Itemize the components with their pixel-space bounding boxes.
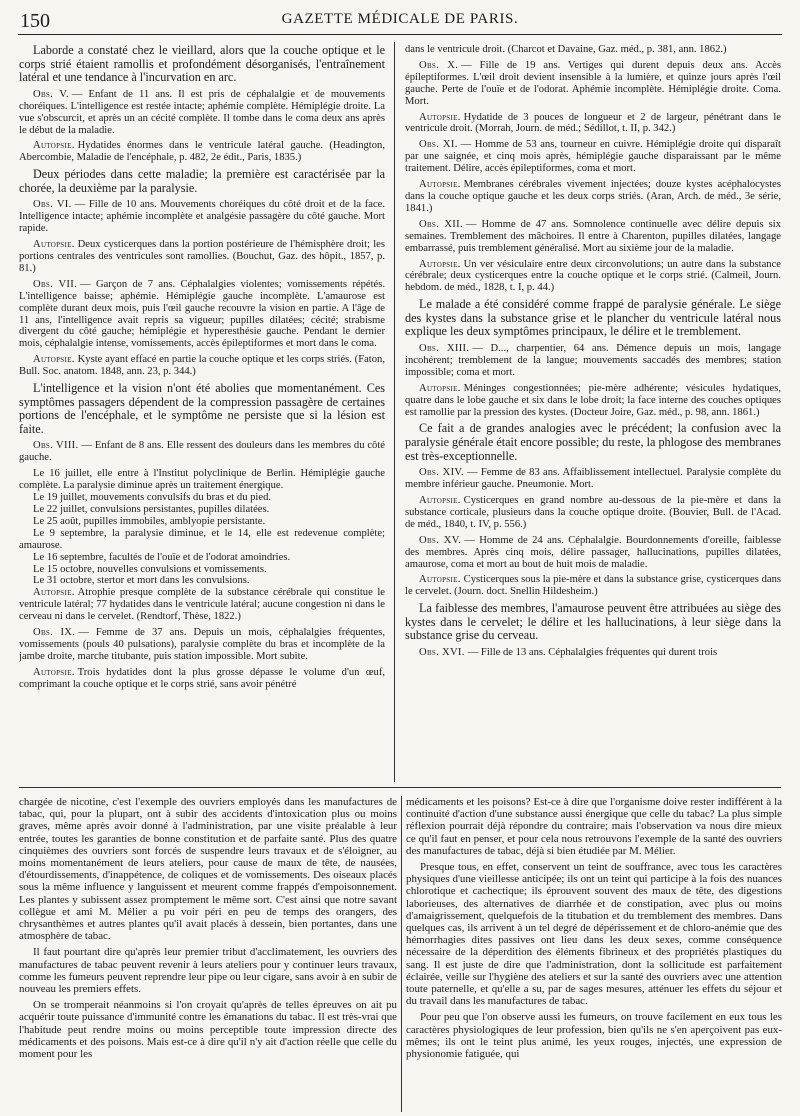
commentary-paragraph: La faiblesse des membres, l'amaurose peuvent être attribuées au siège des kystes dans le cervelet; le délire et les hallucinations, à leur siège dans la substance grise du cerveau.: [405, 601, 781, 643]
paragraph-text: Un ver vésiculaire entre deux circonvolutions; un autre dans la substance cérébrale; deux cysticerques entre la couche optique et le corps strié. (Calmeil, Journ. hebdom. de méd., 1828, t. I, p. 44.): [405, 258, 781, 294]
paragraph-text: Hydatides énormes dans le ventricule latéral gauche. (Headington, Abercombie, Maladie de l'encéphale, p. 482, 2e édit., Paris, 1835.): [19, 140, 385, 164]
paragraph-text: Trois hydatides dont la plus grosse dépasse le volume d'un œuf, comprimant la couche optique et le corps strié, sans avoir pénétré: [19, 666, 385, 690]
observation-paragraph: [19, 440, 385, 464]
dated-entry: Le 16 septembre, facultés de l'ouïe et de l'odorat amoindries.: [33, 551, 291, 563]
autopsy-paragraph: [405, 574, 781, 598]
paragraph-text: Cysticerques sous la pie-mère et dans la substance grise, cysticerques dans le cervelet. (Journ. doct. Snellin Hildesheim.): [405, 574, 781, 598]
page-header: [18, 8, 782, 35]
paragraph-label: Obs. IX.: [33, 627, 76, 639]
paragraph-label: Obs. X.: [419, 59, 459, 71]
paragraph-label: Autopsie.: [419, 258, 461, 270]
page-number: 150: [20, 10, 50, 32]
autopsy-paragraph: [405, 259, 781, 295]
paragraph-label: Obs. VII.: [33, 278, 78, 290]
autopsy-paragraph: [19, 140, 385, 164]
paragraph-label: Autopsie.: [419, 179, 461, 191]
column-divider: [394, 42, 395, 782]
paragraph-label: Autopsie.: [33, 354, 75, 366]
paragraph-label: Obs. XV.: [419, 534, 462, 546]
observation-paragraph: [405, 467, 781, 491]
autopsy-paragraph: [19, 354, 385, 378]
dated-entry: Le 9 septembre, la paralysie diminue, et le 14, elle est redevenue complète; amaurose.: [19, 527, 385, 551]
dated-entry: Le 22 juillet, convulsions persistantes, pupilles dilatées.: [33, 504, 270, 515]
paragraph-text: — Fille de 10 ans. Mouvements choréiques du côté droit et de la face. Intelligence intacte; aphémie incomplète et analgésie passagère du côté gauche. Mort rapide.: [19, 199, 385, 235]
paragraph-label: Autopsie.: [419, 382, 461, 394]
observation-paragraph: [405, 647, 781, 659]
paragraph-label: Obs. XIII.: [419, 343, 470, 354]
paragraph-text: Cysticerques en grand nombre au-dessous de la pie-mère et dans la substance corticale, plusieurs dans la couche optique droite. (Bouvier, Bull. de l'Acad. de méd., 1840, t. IV, p. 556.): [405, 495, 781, 530]
observation-paragraph: [405, 219, 781, 255]
paragraph-text: — Homme de 47 ans. Somnolence continuelle avec délire depuis six semaines. Tremblement des mâchoires. Il entre à Charenton, pupilles dilatées, langage embarrassé, puis tremblement généralisé. Mort au sixième jour de la maladie.: [405, 218, 781, 254]
continued-paragraph: médicaments et les poisons? Est-ce à dire que l'organisme doive rester indifférent à la continuité d'action d'une substance aussi énergique que celle du tabac? La plus simple réflexion pourrait déjà répondre du contraire; mais l'observation va nous dire mieux ce qu'il faut en penser, et pour cela nous retrouvons l'exemple de la santé des ouvriers des manufactures de tabac, déjà si bien étudiée par M. Mélier.: [406, 796, 782, 857]
paragraph-text: Membranes cérébrales vivement injectées; douze kystes acéphalocystes dans la couche optique gauche et les deux corps striés. (Aran, Arch. de méd., 3e série, 1841.): [405, 179, 781, 214]
autopsy-paragraph: [405, 112, 781, 136]
paragraph-label: Autopsie.: [419, 111, 461, 123]
paragraph-text: — Homme de 24 ans. Céphalalgie. Bourdonnements d'oreille, faiblesse des membres. Après cinq mois, délire passager, hallucinations, pupilles dilatées, amaurose, coma et mort au bout de huit mois de maladie.: [405, 534, 781, 570]
paragraph-text: — Enfant de 11 ans. Il est pris de céphalalgie et de mouvements choréiques. L'intelligence est restée intacte; aphémie complète. Hémiplégie droite. La vue s'obscurcit, et après un an cécité complète. Il tombe dans le coma deux ans après le début de la maladie.: [19, 88, 385, 136]
section-divider: [19, 787, 781, 788]
dated-entry: Le 16 juillet, elle entre à l'Institut polyclinique de Berlin. Hémiplégie gauche complète. La paralysie diminue après un traitement énergique.: [19, 468, 385, 492]
upper-left-column: [19, 44, 385, 782]
paragraph-label: Autopsie.: [33, 666, 75, 678]
observation-paragraph: [405, 535, 781, 571]
body-paragraph: Pour peu que l'on observe aussi les fumeurs, on trouve facilement en eux tous les caractères physiologiques de leur profession, bien qu'ils ne s'en aperçoivent pas eux-mêmes; ils ont le teint plus animé, les yeux rouges, injectés, une expression de physionomie fatiguée, qui: [406, 1011, 782, 1061]
paragraph-text: — Fille de 19 ans. Vertiges qui durent depuis deux ans. Accès épileptiformes. L'œil droit devient insensible à la lumière, et quinze jours après l'œil gauche. Perte de l'ouïe et de l'odorat. Aphémie incomplète. Hémiplégie droite. Coma. Mort.: [405, 59, 781, 107]
autopsy-paragraph: [405, 383, 781, 419]
dated-entry: Le 15 octobre, nouvelles convulsions et vomissements.: [33, 563, 267, 575]
dated-entry: Le 31 octobre, stertor et mort dans les convulsions.: [33, 575, 250, 587]
paragraph-text: — Femme de 83 ans. Affaiblissement intellectuel. Paralysie complète du membre inférieur gauche. Pneumonie. Mort.: [405, 467, 781, 491]
paragraph-label: Obs. VI.: [33, 199, 72, 211]
observation-paragraph: [405, 343, 781, 379]
paragraph-label: Obs. XIV.: [419, 467, 464, 479]
paragraph-text: Méninges congestionnées; pie-mère adhérente; vésicules hydatiques, quatre dans le lobe gauche et six dans le lobe droit; la face interne des couches optiques est ramollie par la pression des kystes. (Docteur Joire, Gaz. méd., p. 98, ann. 1861.): [405, 382, 781, 418]
commentary-paragraph: Ce fait a de grandes analogies avec le précédent; la confusion avec la paralysie générale était encore possible; du reste, la phlogose des membranes est très-exceptionnelle.: [405, 421, 781, 463]
paragraph-label: Obs. XII.: [419, 218, 463, 230]
paragraph-text: — Femme de 37 ans. Depuis un mois, céphalalgies fréquentes, vomissements (pouls 40 pulsations), paralysie complète du bras et incomplète de la jambe droite, marche titubante, puis station impossible. Mort subite.: [19, 627, 385, 662]
autopsy-paragraph: [405, 495, 781, 531]
paragraph-text: — Enfant de 8 ans. Elle ressent des douleurs dans les membres du côté gauche.: [19, 440, 385, 464]
paragraph-label: Autopsie.: [419, 574, 461, 586]
commentary-paragraph: Le malade a été considéré comme frappé de paralysie générale. Le siège des kystes dans la substance grise et le plancher du ventricule latéral nous explique les deux symptômes principaux, le délire et le tremblement.: [405, 297, 781, 339]
lower-left-column: [19, 796, 397, 1112]
commentary-paragraph: Laborde a constaté chez le vieillard, alors que la couche optique et le corps strié étaient ramollis et profondément désorganisés, l'entraînement latéral et une tendance à l'incurvation en arc.: [19, 44, 385, 85]
paragraph-text: Hydatide de 3 pouces de longueur et 2 de largeur, pénétrant dans le ventricule droit. (Morrah, Journ. de méd.; Sédillot, t. II, p. 342.): [405, 111, 781, 135]
observation-paragraph: [19, 199, 385, 235]
observation-paragraph: [405, 60, 781, 108]
autopsy-paragraph: [19, 239, 385, 275]
paragraph-label: Autopsie.: [33, 239, 75, 251]
column-divider-lower: [401, 796, 402, 1112]
observation-paragraph: [19, 89, 385, 137]
paragraph-label: Obs. XI.: [419, 139, 458, 151]
paragraph-text: — Garçon de 7 ans. Céphalalgies violentes; vomissements répétés. L'intelligence baisse; aphémie. Hémiplégie gauche incomplète. L'amaurose est complète durant deux mois, puis l'œil gauche recouvre la vision en partie. A l'âge de 11 ans, l'intelligence avait repris sa vigueur; pupilles dilatées; cécité; strabisme divergent du côté gauche; hémiplégie et hyperesthésie gauche. Pendant le dernier mois, céphalalgie intense, vomissements, accès épileptiformes et mort dans le coma.: [19, 278, 385, 350]
dated-entry: Le 25 août, pupilles immobiles, amblyopie persistante.: [33, 515, 266, 527]
upper-right-column: [405, 44, 781, 782]
lower-right-column: [406, 796, 782, 1112]
paragraph-text: Atrophie presque complète de la substance cérébrale qui constitue le ventricule latéral; 77 hydatides dans le ventricule latéral; aucune congestion ni dans le cerveau ni dans le cervelet. (Rendtorf, Thèse, 1822.): [19, 587, 385, 623]
body-paragraph: On se tromperait néanmoins si l'on croyait qu'après de telles épreuves on ait pu acquérir toute puissance d'immunité contre les émanations du tabac. Il est très-vrai que l'habitude peut rendre moins ou moins perceptible toute impression directe des médicaments et des poisons. Mais est-ce à dire qu'il n'y ait d'action réelle que celle du moment pour les: [19, 999, 397, 1061]
commentary-paragraph: Deux périodes dans cette maladie; la première est caractérisée par la chorée, la deuxième par la paralysie.: [19, 167, 385, 195]
journal-title: GAZETTE MÉDICALE DE PARIS.: [281, 11, 519, 27]
paragraph-label: Obs. XVI.: [419, 647, 465, 659]
paragraph-label: Autopsie.: [419, 495, 461, 507]
continued-paragraph: dans le ventricule droit. (Charcot et Davaine, Gaz. méd., p. 381, ann. 1862.): [405, 44, 727, 55]
observation-paragraph: [19, 279, 385, 350]
observation-paragraph: [19, 627, 385, 663]
autopsy-paragraph: [19, 587, 385, 623]
continued-paragraph: chargée de nicotine, c'est l'exemple des ouvriers employés dans les manufactures de tabac, qui, pour la plupart, ont à subir des accidents d'intoxication plus ou moins graves, même après avoir donné à l'administration, par une visite préalable à leur entrée, toutes les garanties de bonne constitution et de parfaite santé. Plus des quatre cinquièmes des ouvriers sont forcés de suspendre leurs travaux et de s'éloigner, au moins momentanément de leurs ateliers, pour cause de maux de tête, de nausées, d'étourdissements, d'inappétence, de coliques et de vomissements. Des oiseaux placés sous la même influence y languissent et meurent comme frappés d'empoisonnement. Les plantes y subissent assez promptement le même sort. C'est ainsi que notre savant collègue et ami M. Mélier a pu voir péri en peu de temps des orangers, des chrysanthèmes et autres plantes qu'il avait placés à dessein, bien portantes, dans une atmosphère de tabac.: [19, 796, 397, 943]
paragraph-text: — Homme de 53 ans, tourneur en cuivre. Hémiplégie droite qui disparaît par une saignée, et cinq mois après, hémiplégie gauche disparaissant par le même traitement. Délire, accès épileptiformes, coma et mort.: [405, 139, 781, 175]
dated-entry: Le 19 juillet, mouvements convulsifs du bras et du pied.: [33, 492, 272, 504]
commentary-paragraph: L'intelligence et la vision n'ont été abolies que momentanément. Ces symptômes passagers dépendent de la compression passagère de certaines portions de l'encéphale, et le symptôme ne persiste que si la lésion est faite.: [19, 381, 385, 436]
paragraph-text: Kyste ayant effacé en partie la couche optique et les corps striés. (Faton, Bull. Soc. anatom. 1848, ann. 23, p. 344.): [19, 354, 385, 378]
observation-paragraph: [405, 139, 781, 175]
paragraph-text: — D..., charpentier, 64 ans. Démence depuis un mois, langage incohérent; tremblement de la langue; mouvements saccadés des membres; station impossible; coma et mort.: [405, 343, 781, 378]
paragraph-label: Autopsie.: [33, 587, 75, 599]
body-paragraph: Presque tous, en effet, conservent un teint de souffrance, avec tous les caractères physiques d'une vieillesse anticipée; ils ont un teint qui participe à la fois des nuances chlorotique et cachectique; ils éprouvent souvent des maux de tête, des digestions laborieuses, des alternatives de diarrhée et de constipation, avec plus ou moins d'amaigrissement, quelquefois de la titubation et du tremblement des membres. Dans quelques cas, ils arrivent à un tel degré de dépérissement et de chloro-anémie que des hémorrhagies dites passives ont lieu dans les deux sexes, comme conséquence nécessaire de la déperdition des éléments fibrineux et des propriétés plastiques du sang. Il est juste de dire que l'administration, dont la sollicitude est parfaitement éclairée, veille sur l'hygiène des ateliers et sur la santé des ouvriers avec une attention toute paternelle, et qu'elle a su, par de sages mesures, atténuer les effets du séjour et du travail dans les manufactures de tabac.: [406, 861, 782, 1008]
paragraph-text: Deux cysticerques dans la portion postérieure de l'hémisphère droit; les portions centrales des ventricules sont ramollies. (Bouchut, Gaz. des hôpit., 1857, p. 81.): [19, 239, 385, 274]
paragraph-label: Obs. VIII.: [33, 440, 79, 452]
autopsy-paragraph: [405, 179, 781, 215]
paragraph-label: Autopsie.: [33, 140, 75, 152]
autopsy-paragraph: [19, 667, 385, 691]
body-paragraph: Il faut pourtant dire qu'après leur premier tribut d'acclimatement, les ouvriers des manufactures de tabac peuvent revenir à leurs ateliers pour y continuer leurs travaux, comme les fumeurs peuvent reprendre leur pipe ou leur cigare, sans avoir à en subir de nouveau les premiers effets.: [19, 946, 397, 996]
paragraph-label: Obs. V.: [33, 88, 69, 100]
paragraph-text: — Fille de 13 ans. Céphalalgies fréquentes qui durent trois: [467, 647, 718, 659]
